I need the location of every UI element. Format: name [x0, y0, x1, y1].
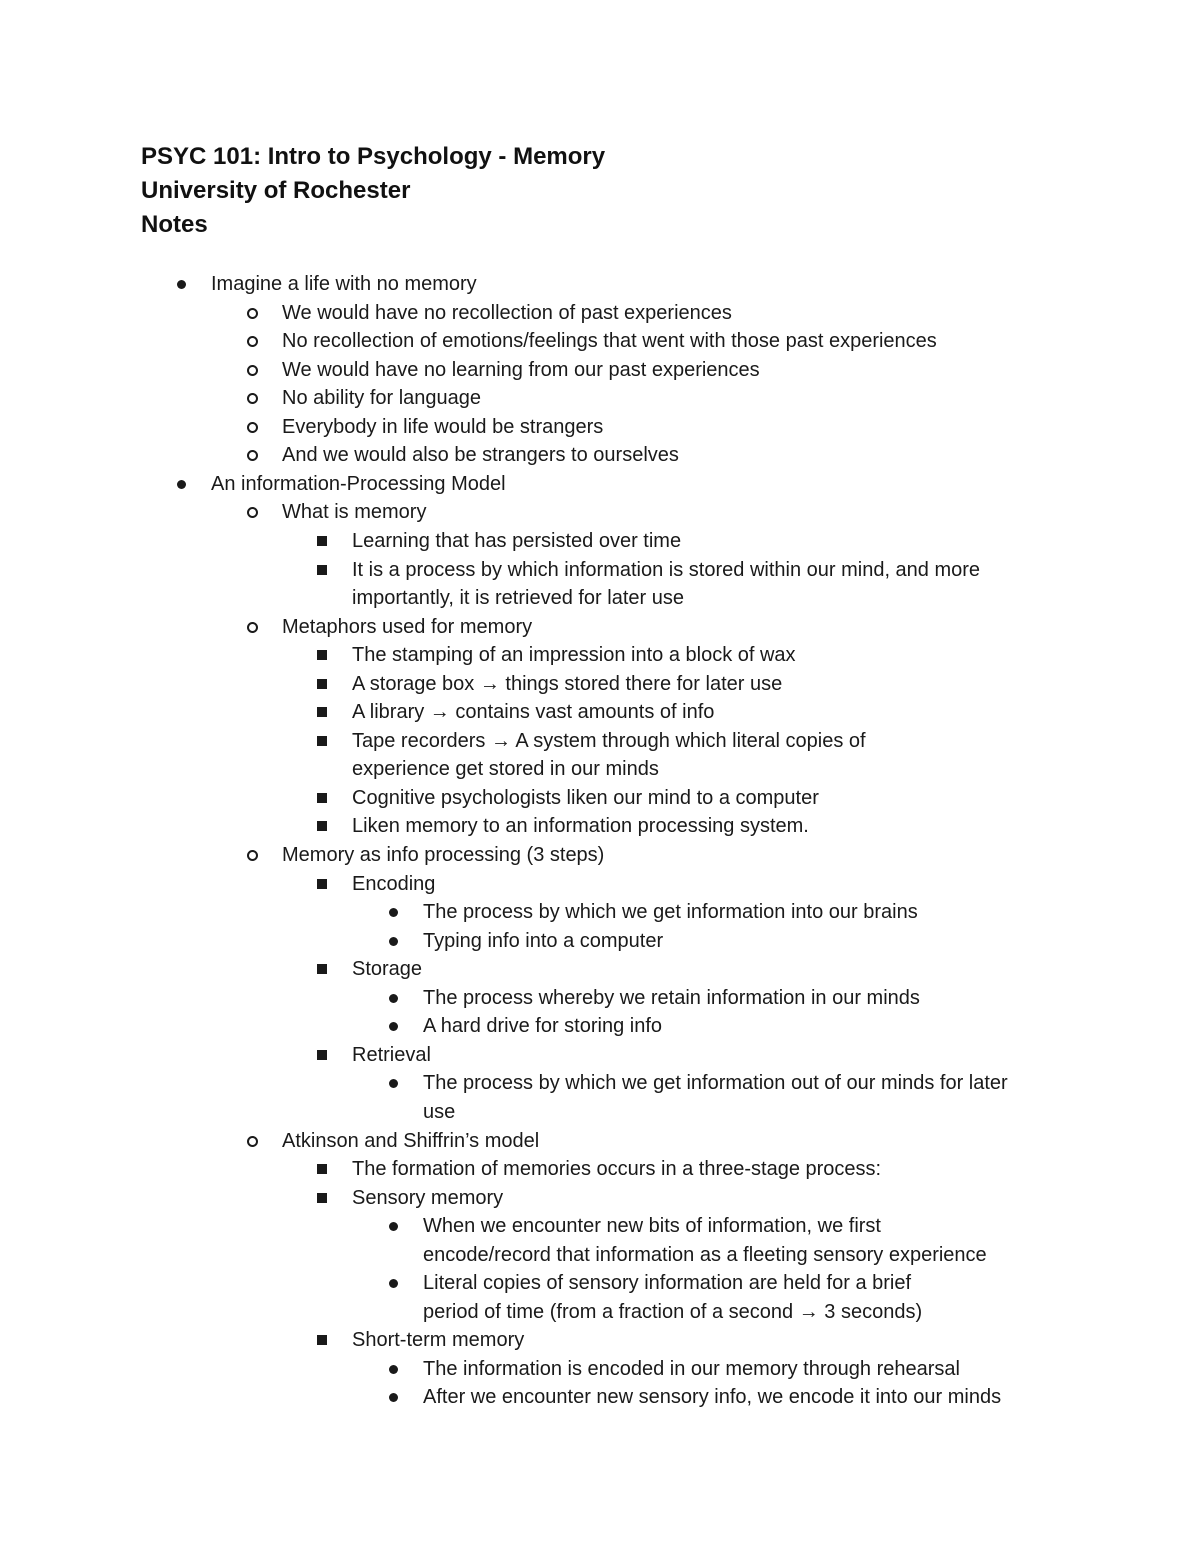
bullet-disc-icon [382, 1269, 406, 1298]
note-text: Metaphors used for memory [282, 615, 533, 638]
note-text: The formation of memories occurs in a three-stage process: [352, 1158, 882, 1181]
note-text: No ability for language [282, 387, 482, 410]
bullet-square-icon [311, 556, 335, 585]
bullet-circle-icon [241, 327, 265, 356]
bullet-disc-icon [382, 1355, 406, 1384]
note-text: Memory as info processing (3 steps) [282, 844, 605, 866]
bullet-disc-icon [382, 927, 406, 956]
note-text: No recollection of emotions/feelings that went with those past experiences [282, 330, 937, 353]
note-text: The process whereby we retain information in our minds [423, 986, 920, 1009]
note-line [0, 727, 1200, 756]
bullet-disc-icon [382, 984, 406, 1013]
note-line [0, 1241, 1200, 1270]
note-line [0, 613, 1200, 642]
note-line [0, 356, 1200, 385]
note-line [0, 270, 1200, 299]
note-text: period of time (from a fraction of a second → 3 seconds) [423, 1300, 923, 1323]
note-line [0, 556, 1200, 585]
note-text: What is memory [282, 501, 427, 524]
note-text: experience get stored in our minds [352, 758, 659, 781]
note-line [0, 1298, 1200, 1327]
bullet-disc-icon [170, 270, 194, 299]
note-text: Everybody in life would be strangers [282, 415, 604, 438]
note-line [0, 841, 1200, 870]
note-line [0, 1355, 1200, 1384]
bullet-disc-icon [382, 1012, 406, 1041]
bullet-circle-icon [241, 441, 265, 470]
bullet-square-icon [311, 1155, 335, 1184]
note-text: The process by which we get information into our brains [423, 901, 918, 924]
bullet-square-icon [311, 955, 335, 984]
note-line [0, 698, 1200, 727]
bullet-square-icon [311, 1326, 335, 1355]
bullet-disc-icon [382, 1383, 406, 1412]
note-line [0, 898, 1200, 927]
note-line [0, 1155, 1200, 1184]
note-line [0, 413, 1200, 442]
bullet-square-icon [311, 641, 335, 670]
note-text: Imagine a life with no memory [211, 273, 477, 295]
note-text: When we encounter new bits of information, we first [423, 1215, 881, 1238]
bullet-circle-icon [241, 413, 265, 442]
note-line [0, 527, 1200, 556]
note-line [0, 1127, 1200, 1156]
bullet-disc-icon [170, 470, 194, 499]
note-line [0, 441, 1200, 470]
note-line [0, 1184, 1200, 1213]
note-line [0, 641, 1200, 670]
bullet-circle-icon [241, 498, 265, 527]
note-line [0, 812, 1200, 841]
note-line [0, 1269, 1200, 1298]
bullet-circle-icon [241, 613, 265, 642]
note-text: importantly, it is retrieved for later use [352, 587, 684, 610]
note-text: Short-term memory [352, 1329, 525, 1352]
note-text: Liken memory to an information processing system. [352, 815, 809, 838]
note-text: The stamping of an impression into a block of wax [352, 644, 796, 667]
note-line [0, 784, 1200, 813]
bullet-circle-icon [241, 356, 265, 385]
note-text: Atkinson and Shiffrin’s model [282, 1129, 540, 1152]
note-line [0, 1383, 1200, 1412]
note-line [0, 1041, 1200, 1070]
note-text: An information-Processing Model [211, 472, 506, 495]
note-line [0, 1069, 1200, 1098]
note-line [0, 870, 1200, 899]
note-text: Cognitive psychologists liken our mind to a computer [352, 786, 819, 809]
note-line [0, 1098, 1200, 1127]
bullet-square-icon [311, 812, 335, 841]
note-text: The process by which we get information out of our minds for later [423, 1072, 1008, 1095]
note-text: The information is encoded in our memory through rehearsal [423, 1357, 960, 1380]
bullet-circle-icon [241, 384, 265, 413]
note-line [0, 755, 1200, 784]
bullet-circle-icon [241, 299, 265, 328]
bullet-square-icon [311, 1041, 335, 1070]
note-text: After we encounter new sensory info, we encode it into our minds [423, 1386, 1002, 1409]
note-line [0, 384, 1200, 413]
note-line [0, 299, 1200, 328]
note-text: Learning that has persisted over time [352, 529, 682, 552]
bullet-square-icon [311, 527, 335, 556]
bullet-disc-icon [382, 1069, 406, 1098]
note-line [0, 584, 1200, 613]
note-text: And we would also be strangers to ourselves [282, 444, 679, 467]
note-line [0, 1012, 1200, 1041]
note-line [0, 1326, 1200, 1355]
bullet-square-icon [311, 727, 335, 756]
note-text: Typing info into a computer [423, 929, 664, 952]
note-text: use [423, 1100, 456, 1123]
bullet-square-icon [311, 870, 335, 899]
note-line [0, 955, 1200, 984]
document-label: Notes [141, 211, 208, 238]
bullet-square-icon [311, 670, 335, 699]
note-text: It is a process by which information is stored within our mind, and more [352, 558, 981, 581]
bullet-disc-icon [382, 1212, 406, 1241]
note-text: Encoding [352, 872, 436, 895]
bullet-circle-icon [241, 841, 265, 870]
note-line [0, 984, 1200, 1013]
bullet-circle-icon [241, 1127, 265, 1156]
note-text: Retrieval [352, 1043, 431, 1066]
document-title: PSYC 101: Intro to Psychology - Memory [141, 143, 606, 170]
document-school: University of Rochester [141, 177, 411, 204]
note-line [0, 670, 1200, 699]
note-text: Sensory memory [352, 1186, 504, 1209]
note-text: encode/record that information as a fleeting sensory experience [423, 1243, 987, 1266]
bullet-square-icon [311, 1184, 335, 1213]
note-line [0, 470, 1200, 499]
bullet-disc-icon [382, 898, 406, 927]
bullet-square-icon [311, 698, 335, 727]
note-text: We would have no learning from our past experiences [282, 358, 760, 381]
note-text: A library → contains vast amounts of info [352, 701, 715, 724]
note-line [0, 327, 1200, 356]
note-line [0, 927, 1200, 956]
note-text: A storage box → things stored there for later use [352, 672, 783, 695]
note-line [0, 1212, 1200, 1241]
note-text: We would have no recollection of past experiences [282, 301, 732, 324]
bullet-square-icon [311, 784, 335, 813]
note-text: A hard drive for storing info [423, 1015, 663, 1038]
note-text: Storage [352, 958, 423, 981]
note-text: Tape recorders → A system through which literal copies of [352, 729, 866, 752]
note-line [0, 498, 1200, 527]
note-text: Literal copies of sensory information are held for a brief [423, 1272, 912, 1295]
